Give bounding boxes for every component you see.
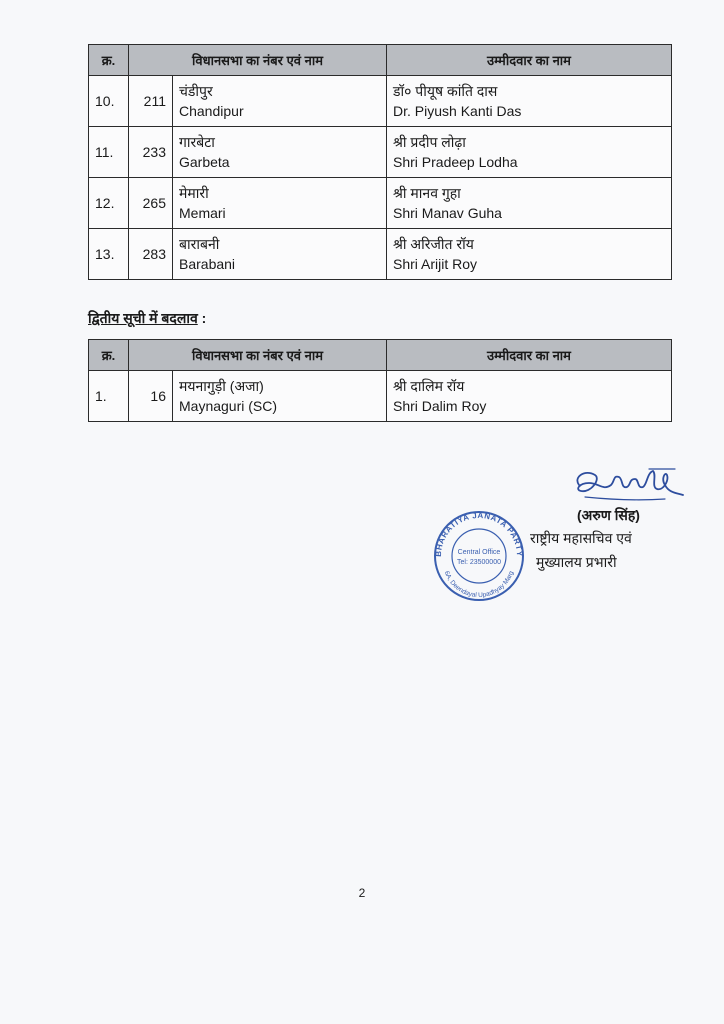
signature-image (565, 463, 690, 508)
constituency-name-hindi: मेमारी (179, 185, 209, 201)
candidate-name-cell (387, 178, 672, 229)
constituency-name-hindi: मयनागुड़ी (अजा) (179, 378, 264, 394)
constituency-name-cell (173, 127, 387, 178)
constituency-number: 16 (129, 371, 173, 422)
constituency-name-hindi: बाराबनी (179, 236, 220, 252)
table-row (89, 371, 672, 422)
constituency-name-cell (173, 229, 387, 280)
seal-bottom-text: 6A, Deendayal Upadhyay Marg (442, 570, 516, 600)
serial-cell: 12. (89, 178, 129, 229)
constituency-name-english: Barabani (179, 256, 236, 272)
candidate-name-cell (387, 76, 672, 127)
constituency-name-english: Garbeta (179, 154, 230, 170)
candidate-name-cell (387, 127, 672, 178)
constituency-name-hindi: गारबेटा (179, 134, 215, 150)
table-row (89, 127, 672, 178)
candidate-name-cell (387, 371, 672, 422)
header-constituency: विधानसभा का नंबर एवं नाम (129, 45, 387, 76)
constituency-name-cell (173, 371, 387, 422)
constituency-name-english: Memari (179, 205, 226, 221)
svg-text:6A, Deendayal Upadhyay Marg (443, 570, 516, 599)
header-candidate: उम्मीदवार का नाम (387, 340, 672, 371)
table-header-row (89, 45, 672, 76)
header-constituency: विधानसभा का नंबर एवं नाम (129, 340, 387, 371)
candidate-name-english: Shri Arijit Roy (393, 256, 478, 272)
header-serial: क्र. (89, 45, 129, 76)
candidate-name-hindi: श्री दालिम रॉय (393, 378, 465, 394)
constituency-number: 233 (129, 127, 173, 178)
constituency-number: 265 (129, 178, 173, 229)
candidate-name-english: Dr. Piyush Kanti Das (393, 103, 522, 119)
designation-line-1: राष्ट्रीय महासचिव एवं (530, 530, 632, 546)
serial-cell: 13. (89, 229, 129, 280)
table-header-row (89, 340, 672, 371)
header-serial: क्र. (89, 340, 129, 371)
constituency-name-cell (173, 76, 387, 127)
candidate-name-hindi: श्री मानव गुहा (393, 185, 461, 201)
constituency-name-cell (173, 178, 387, 229)
candidate-name-english: Shri Manav Guha (393, 205, 502, 221)
constituency-name-hindi: चंडीपुर (179, 83, 213, 99)
seal-top-text: BHARATIYA JANATA PARTY (433, 510, 525, 557)
table-row (89, 178, 672, 229)
candidate-name-english: Shri Dalim Roy (393, 398, 487, 414)
serial-cell: 11. (89, 127, 129, 178)
constituency-number: 283 (129, 229, 173, 280)
section-heading-text: द्वितीय सूची में बदलाव (88, 310, 198, 326)
page-number: 2 (358, 886, 366, 900)
candidate-name-english: Shri Pradeep Lodha (393, 154, 518, 170)
serial-cell: 10. (89, 76, 129, 127)
table-row (89, 229, 672, 280)
header-candidate: उम्मीदवार का नाम (387, 45, 672, 76)
candidate-table-1 (88, 44, 672, 280)
candidate-name-hindi: डॉ० पीयूष कांति दास (393, 83, 498, 99)
signatory-name: (अरुण सिंह) (577, 507, 640, 523)
party-seal-stamp (428, 509, 530, 603)
seal-center-line-1: Central Office (457, 549, 501, 556)
serial-cell: 1. (89, 371, 129, 422)
candidate-name-hindi: श्री अरिजीत रॉय (393, 236, 474, 252)
candidate-name-hindi: श्री प्रदीप लोढ़ा (393, 134, 466, 150)
table-row (89, 76, 672, 127)
seal-center-line-2: Tel: 23500000 (457, 559, 501, 566)
constituency-number: 211 (129, 76, 173, 127)
section-heading (88, 309, 206, 328)
candidate-name-cell (387, 229, 672, 280)
section-heading-colon: : (201, 310, 207, 326)
designation-line-2: मुख्यालय प्रभारी (536, 554, 617, 570)
constituency-name-english: Chandipur (179, 103, 244, 119)
signatory-designation (530, 526, 632, 574)
constituency-name-english: Maynaguri (SC) (179, 398, 278, 414)
candidate-table-2 (88, 339, 672, 422)
